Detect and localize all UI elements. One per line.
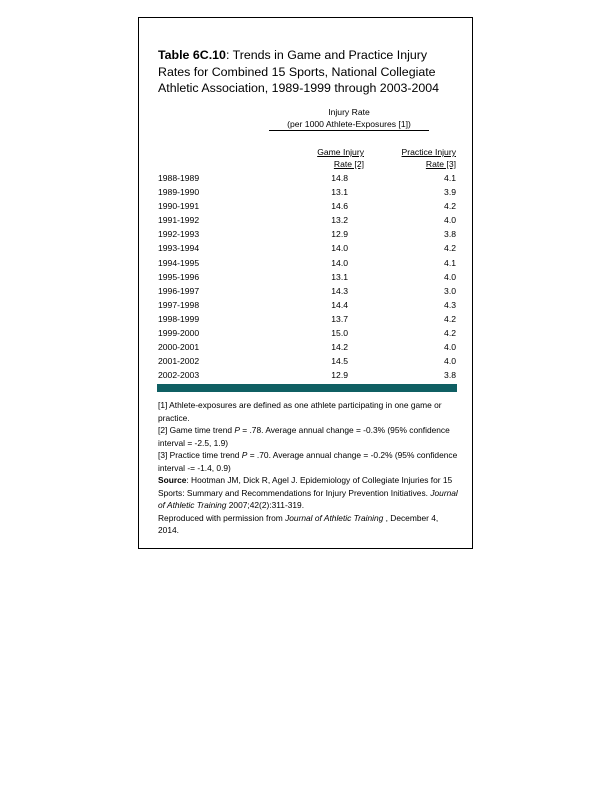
year-cell: 1997-1998 [158,299,200,310]
game-rate-cell: 15.0 [331,328,348,339]
game-rate-cell: 13.7 [331,313,348,324]
table-row [158,270,458,284]
year-cell: 1999-2000 [158,328,200,339]
practice-rate-cell: 4.0 [444,215,456,226]
game-rate-cell: 14.0 [331,243,348,254]
game-rate-header [289,146,364,170]
table-row [158,185,458,199]
table-frame [138,17,473,549]
repro-date: , December 4, 2014. [158,512,439,535]
year-cell: 2001-2002 [158,356,200,367]
source-journal: Journal of Athletic Training [158,487,458,510]
table-row [158,199,458,213]
table-row [158,284,458,298]
footnote-3-rest: = .70. Average annual change = -0.2% (95% confidence interval -= -1.4, 0.9) [158,450,458,473]
table-title-text: : Trends in Game and Practice Injury Rates for Combined 15 Sports, National Collegiate Athletic Association, 1989-1999 through 2003-2004 [158,48,440,95]
table-row [158,213,458,227]
practice-header-line1: Practice Injury [401,147,456,157]
game-rate-cell: 13.2 [331,215,348,226]
year-cell: 1995-1996 [158,271,200,282]
year-cell: 1998-1999 [158,313,200,324]
footnote-3-text: [3] Practice time trend [158,450,242,460]
source-citation: 2007;42(2):311-319. [226,500,305,510]
game-rate-cell: 14.2 [331,342,348,353]
source-note [158,474,458,512]
practice-rate-cell: 4.0 [444,356,456,367]
footnote-2-text: [2] Game time trend [158,425,235,435]
repro-journal: Journal of Athletic Training [285,512,384,523]
footnote-2-rest: = .78. Average annual change = -0.3% (95% confidence interval = -2.5, 1.9) [158,425,450,448]
table-row [158,227,458,241]
table-body [158,171,458,397]
table-row [158,241,458,255]
practice-rate-cell: 4.0 [444,342,456,353]
practice-rate-cell: 4.2 [444,201,456,212]
game-rate-cell: 14.5 [331,356,348,367]
table-notes [158,399,458,537]
repro-text: Reproduced with permission from [158,512,286,523]
practice-header-line2: Rate [3] [425,159,456,169]
year-cell: 2002-2003 [158,370,200,381]
practice-rate-cell: 3.8 [444,229,456,240]
practice-rate-cell: 4.2 [444,243,456,254]
practice-rate-cell: 4.1 [444,173,456,183]
year-cell: 2000-2001 [158,342,200,353]
injury-rate-header [269,107,429,130]
table-row [158,340,458,354]
year-cell: 1994-1995 [158,257,200,268]
game-rate-cell: 12.9 [331,229,348,240]
table-row [158,256,458,270]
injury-rate-unit: (per 1000 Athlete-Exposures [1]) [287,118,411,129]
year-cell: 1991-1992 [158,215,200,226]
footnote-2 [158,424,458,449]
year-cell: 1993-1994 [158,243,200,254]
practice-rate-cell: 3.8 [444,370,456,381]
practice-rate-cell: 4.1 [444,257,456,268]
table-row [158,171,458,185]
game-header-line1: Game Injury [317,147,364,157]
footnote-2-p: P [234,425,240,435]
header-rule [269,130,429,131]
footnote-3 [158,449,458,474]
source-text: : Hootman JM, Dick R, Agel J. Epidemiology of Collegiate Injuries for 15 Sports: Summary and Recommendations for Injury Prevention Initiatives. [158,475,453,498]
table-row [158,312,458,326]
footnote-1: [1] Athlete-exposures are defined as one athlete participating in one game or practice. [158,400,442,423]
practice-rate-cell: 4.3 [444,299,456,310]
source-label: Source [158,475,187,485]
table-row [158,326,458,340]
game-rate-cell: 12.9 [331,370,348,381]
injury-rate-label: Injury Rate [328,107,370,117]
practice-rate-cell: 4.2 [444,313,456,324]
year-cell: 1988-1989 [158,173,200,183]
table-row [158,354,458,368]
table-title [158,47,458,97]
table-row [158,368,458,382]
year-cell: 1996-1997 [158,285,200,296]
year-cell: 1992-1993 [158,229,200,240]
game-rate-cell: 14.4 [331,299,348,310]
game-rate-cell: 14.6 [331,201,348,212]
year-cell: 1989-1990 [158,187,200,198]
practice-rate-header [379,146,456,170]
table-row [158,298,458,312]
practice-rate-cell: 3.9 [444,187,456,198]
game-rate-cell: 13.1 [331,271,348,282]
year-cell: 1990-1991 [158,201,200,212]
practice-rate-cell: 3.0 [444,285,456,296]
table-number: Table 6C.10 [158,48,226,62]
practice-rate-cell: 4.2 [444,328,456,339]
reproduction-note [158,512,458,537]
game-rate-cell: 14.0 [331,257,348,268]
footnote-3-p: P [241,450,248,460]
game-rate-cell: 13.1 [331,187,348,198]
game-header-line2: Rate [2] [333,159,364,169]
game-rate-cell: 14.8 [331,173,348,183]
practice-rate-cell: 4.0 [444,271,456,282]
accent-rule [157,384,457,392]
game-rate-cell: 14.3 [331,285,348,296]
